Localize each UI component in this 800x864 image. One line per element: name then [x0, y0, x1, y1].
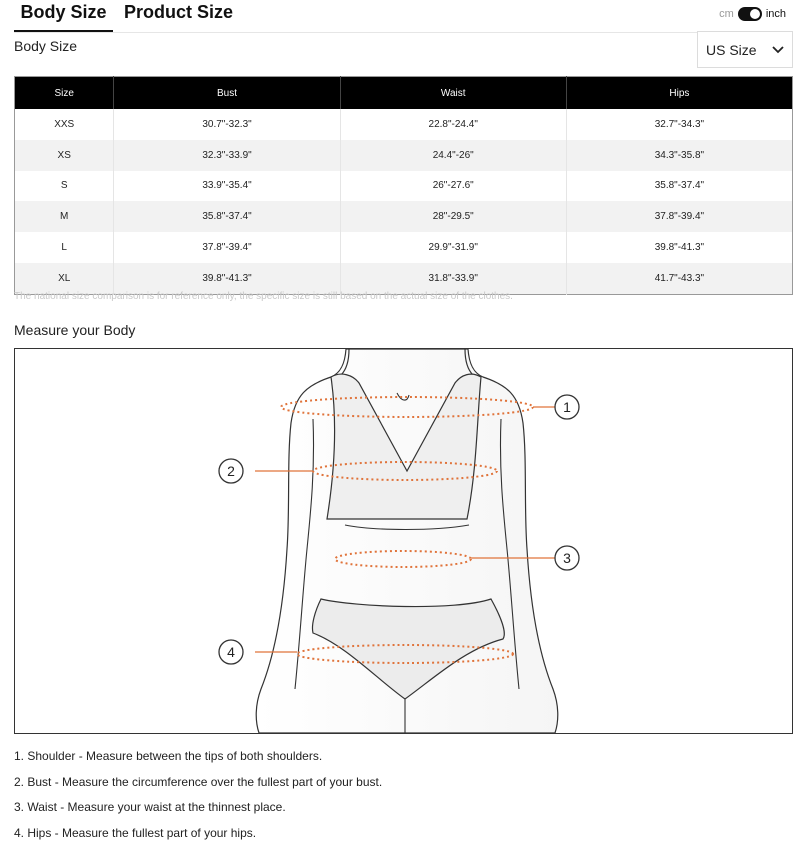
cell-waist: 22.8"-24.4" — [340, 109, 566, 140]
cell-bust: 30.7"-32.3" — [114, 109, 340, 140]
size-reference-note: The national size comparison is for reference only, the specific size is still based on the actual size of the clothes. — [14, 291, 513, 302]
cell-hips: 39.8"-41.3" — [654, 242, 705, 254]
cell-hips: 41.7"-43.3" — [566, 263, 792, 294]
instruction-waist: 3. Waist - Measure your waist at the thinnest place. — [14, 800, 286, 814]
cell-bust: 35.8"-37.4" — [114, 201, 340, 232]
chevron-down-icon — [772, 43, 784, 57]
measurement-instructions — [14, 749, 794, 851]
svg-text:3: 3 — [563, 550, 571, 566]
instruction-shoulder: 1. Shoulder - Measure between the tips of both shoulders. — [14, 749, 323, 763]
unit-cm-label[interactable]: cm — [719, 8, 734, 20]
table-row — [15, 201, 793, 232]
marker-3 — [555, 546, 579, 570]
instruction-hips: 4. Hips - Measure the fullest part of your hips. — [14, 825, 257, 840]
cell-size: M — [15, 201, 114, 232]
unit-toggle[interactable] — [719, 5, 786, 23]
unit-switch[interactable] — [738, 7, 762, 21]
size-region-value: US Size — [706, 41, 757, 58]
cell-waist: 24.4"-26" — [340, 140, 566, 171]
body-measurement-figure — [14, 348, 793, 734]
cell-hips: 35.8"-37.4" — [654, 180, 705, 192]
cell-bust: 33.9"-35.4" — [114, 171, 340, 202]
size-region-select[interactable] — [697, 31, 793, 68]
table-row — [15, 109, 793, 140]
tab-body-size[interactable]: Body Size — [14, 0, 113, 32]
cell-waist: 26"-27.6" — [340, 171, 566, 202]
cell-hips: 37.8"-39.4" — [566, 201, 792, 232]
body-illustration — [15, 349, 792, 733]
header-size: Size — [15, 77, 114, 110]
table-row — [15, 232, 793, 263]
cell-size: XXS — [15, 109, 114, 140]
svg-text:2: 2 — [227, 463, 235, 479]
header-bust: Bust — [114, 77, 340, 110]
marker-2 — [219, 459, 243, 483]
marker-4 — [219, 640, 243, 664]
measure-heading: Measure your Body — [14, 322, 136, 338]
body-size-heading: Body Size — [14, 38, 78, 54]
size-tabs — [14, 0, 793, 33]
cell-waist: 31.8"-33.9" — [340, 263, 566, 294]
header-waist: Waist — [340, 77, 566, 110]
cell-size: L — [15, 232, 114, 263]
tab-product-size[interactable]: Product Size — [124, 2, 234, 22]
cell-waist: 29.9"-31.9" — [340, 232, 566, 263]
size-chart-table — [14, 76, 793, 295]
cell-bust: 37.8"-39.4" — [114, 232, 340, 263]
cell-size: XS — [15, 140, 114, 171]
marker-1 — [555, 395, 579, 419]
table-row — [15, 140, 793, 171]
cell-hips: 34.3"-35.8" — [566, 140, 792, 171]
instruction-bust: 2. Bust - Measure the circumference over the fullest part of your bust. — [14, 774, 383, 789]
unit-inch-label[interactable]: inch — [765, 8, 786, 20]
cell-hips: 32.7"-34.3" — [654, 118, 705, 130]
svg-text:4: 4 — [227, 644, 235, 660]
table-row — [15, 263, 793, 294]
header-hips: Hips — [566, 77, 792, 110]
table-header-row — [15, 77, 793, 110]
cell-size: XL — [15, 263, 114, 294]
table-row — [15, 171, 793, 202]
cell-waist: 28"-29.5" — [340, 201, 566, 232]
cell-bust: 32.3"-33.9" — [114, 140, 340, 171]
svg-text:1: 1 — [563, 399, 571, 415]
cell-size: S — [15, 171, 114, 202]
cell-bust: 39.8"-41.3" — [114, 263, 340, 294]
